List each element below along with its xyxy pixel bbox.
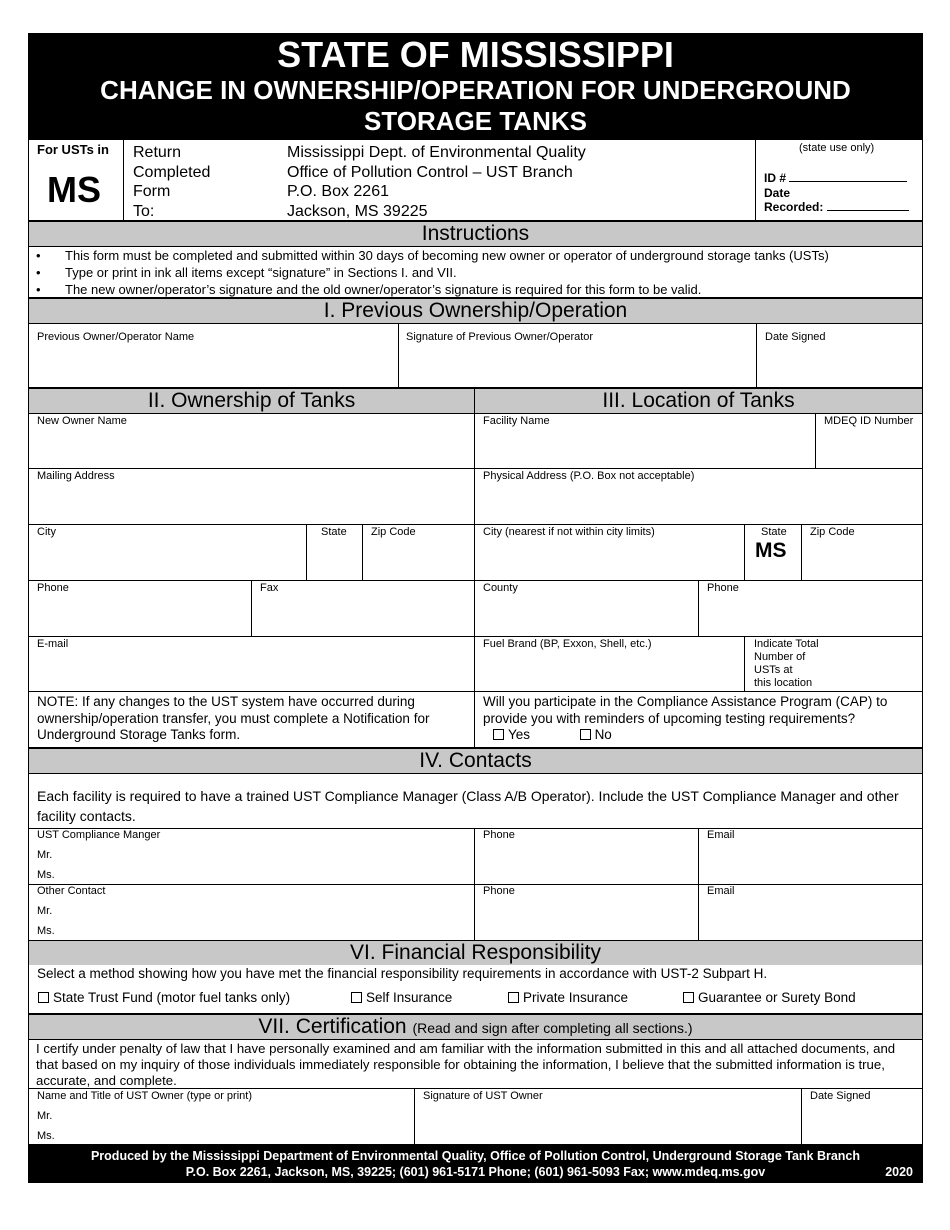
- prev-owner-field[interactable]: [28, 324, 399, 388]
- owner-zip-field[interactable]: [362, 524, 475, 581]
- instruction-item: • Type or print in ink all items except “signature” in Sections I. and VII.: [29, 264, 922, 281]
- manager-phone-field[interactable]: [474, 828, 699, 885]
- note-text: NOTE: If any changes to the UST system have occurred during ownership/operation transfer, you must complete a Notification for Underground Storage Tanks form.: [37, 694, 430, 742]
- certification-text: I certify under penalty of law that I have personally examined and am familiar with the information submitted in this and all attached documents, and that based on my inquiry of those individuals immediately responsible for obtaining the information, I believe that the submitted information is true, accurate, and complete.: [36, 1041, 896, 1088]
- facility-city-label: City (nearest if not within city limits): [483, 526, 655, 538]
- section3-heading: III. Location of Tanks: [474, 388, 923, 414]
- other-email-field[interactable]: [698, 884, 923, 941]
- owner-date-field[interactable]: [801, 1088, 923, 1145]
- state-use-label: (state use only): [799, 142, 875, 154]
- cap-question: Will you participate in the Compliance Assistance Program (CAP) to provide you with reminders of upcoming testing requirements?: [483, 694, 888, 726]
- instructions-heading: Instructions: [28, 221, 923, 247]
- fuel-brand-field[interactable]: [474, 636, 745, 692]
- form-header: [28, 33, 923, 139]
- other-ms: Ms.: [37, 925, 55, 937]
- owner-signature-label: Signature of UST Owner: [423, 1090, 543, 1102]
- form-subtitle-line2: STORAGE TANKS: [364, 106, 587, 136]
- section2-heading: II. Ownership of Tanks: [28, 388, 475, 414]
- facility-phone-label: Phone: [707, 582, 739, 594]
- prev-signature-label: Signature of Previous Owner/Operator: [406, 331, 594, 343]
- physical-field[interactable]: [474, 468, 923, 525]
- mailing-field[interactable]: [28, 468, 475, 525]
- facility-zip-label: Zip Code: [810, 526, 855, 538]
- mdeq-id-label: MDEQ ID Number: [824, 415, 914, 427]
- certification-text-box: [28, 1039, 923, 1089]
- city-label: City: [37, 526, 56, 538]
- footer-line2: P.O. Box 2261, Jackson, MS, 39225; (601) 961-5171 Phone; (601) 961-5093 Fax; www.mdeq.ms.gov: [185, 1165, 766, 1179]
- owner-phone-field[interactable]: [28, 580, 252, 637]
- financial-box: [28, 965, 923, 1014]
- manager-email-field[interactable]: [698, 828, 923, 885]
- recorded-field[interactable]: [827, 210, 909, 211]
- note-box: [28, 691, 475, 748]
- id-field[interactable]: [789, 181, 907, 182]
- option-state-trust[interactable]: State Trust Fund (motor fuel tanks only): [38, 990, 290, 1005]
- instructions-list: [28, 247, 923, 298]
- facility-state-value: MS: [755, 539, 787, 562]
- cap-yes-checkbox[interactable]: [493, 729, 504, 740]
- owner-name-title-label: Name and Title of UST Owner (type or print): [37, 1090, 252, 1102]
- county-label: County: [483, 582, 518, 594]
- manager-label: UST Compliance Manger: [37, 829, 161, 841]
- option-surety-bond[interactable]: Guarantee or Surety Bond: [683, 990, 856, 1005]
- facility-field[interactable]: [474, 413, 816, 469]
- facility-zip-field[interactable]: [801, 524, 923, 581]
- manager-ms: Ms.: [37, 869, 55, 881]
- other-mr: Mr.: [37, 905, 53, 917]
- section1-heading: I. Previous Ownership/Operation: [28, 298, 923, 324]
- form-subtitle-line1: CHANGE IN OWNERSHIP/OPERATION FOR UNDERGROUND: [100, 75, 851, 105]
- city-field[interactable]: [28, 524, 307, 581]
- section7-heading: [28, 1014, 923, 1040]
- prev-date-label: Date Signed: [765, 331, 826, 343]
- cap-box: [474, 691, 923, 748]
- contacts-intro-line2: facility contacts.: [37, 808, 136, 824]
- cap-yes-label: Yes: [508, 727, 531, 742]
- financial-intro: Select a method showing how you have met the financial responsibility requirements in accordance with UST-2 Subpart H.: [37, 966, 768, 981]
- footer-year: 2020: [885, 1165, 913, 1179]
- state-code: MS: [47, 169, 101, 210]
- facility-city-field[interactable]: [474, 524, 745, 581]
- fuel-brand-label: Fuel Brand (BP, Exxon, Shell, etc.): [483, 638, 652, 650]
- mailing-label: Mailing Address: [37, 470, 115, 482]
- option-private-insurance[interactable]: Private Insurance: [508, 990, 628, 1005]
- owner-email-field[interactable]: [28, 636, 475, 692]
- owner-fax-field[interactable]: [251, 580, 475, 637]
- physical-label: Physical Address (P.O. Box not acceptable): [483, 470, 695, 482]
- other-contact-field[interactable]: [28, 884, 475, 941]
- footer-line1: Produced by the Mississippi Department of Environmental Quality, Office of Pollution Control, Underground Storage Tank Branch: [90, 1149, 861, 1163]
- cert-ms: Ms.: [37, 1130, 55, 1142]
- state-use-fields: [764, 171, 909, 215]
- prev-signature-field[interactable]: [398, 324, 757, 388]
- cap-no-checkbox[interactable]: [580, 729, 591, 740]
- facility-state-field: [744, 524, 802, 581]
- id-label: ID #: [764, 171, 787, 185]
- total-usts-label: Indicate Total Number of USTs at this location: [754, 638, 819, 689]
- private-insurance-checkbox[interactable]: [508, 992, 519, 1003]
- facility-phone-field[interactable]: [698, 580, 923, 637]
- facility-state-label: State: [761, 526, 787, 538]
- other-phone-label: Phone: [483, 885, 515, 897]
- mdeq-id-field[interactable]: [815, 413, 923, 469]
- prev-date-field[interactable]: [756, 324, 923, 388]
- section7-note: (Read and sign after completing all sections.): [412, 1020, 693, 1036]
- owner-zip-label: Zip Code: [371, 526, 416, 538]
- contacts-intro-line1: Each facility is required to have a trained UST Compliance Manager (Class A/B Operator). Include the UST Compliance Manager and other: [37, 788, 899, 804]
- for-usts-label: For USTs in: [37, 142, 109, 157]
- facility-label: Facility Name: [483, 415, 550, 427]
- cap-options: [483, 727, 914, 744]
- recorded-label: Recorded:: [764, 200, 824, 214]
- mailing-address: Mississippi Dept. of Environmental Quality Office of Pollution Control – UST Branch P.O. Box 2261 Jackson, MS 39225: [287, 144, 586, 220]
- manager-mr: Mr.: [37, 849, 53, 861]
- cap-no-label: No: [594, 727, 612, 742]
- section6-heading: VI. Financial Responsibility: [28, 940, 923, 966]
- state-trust-checkbox[interactable]: [38, 992, 49, 1003]
- other-email-label: Email: [707, 885, 735, 897]
- form-title: STATE OF MISSISSIPPI: [277, 34, 674, 75]
- surety-bond-checkbox[interactable]: [683, 992, 694, 1003]
- section4-heading: IV. Contacts: [28, 748, 923, 774]
- owner-date-label: Date Signed: [810, 1090, 871, 1102]
- prev-owner-label: Previous Owner/Operator Name: [37, 331, 195, 343]
- date-label: Date: [764, 185, 791, 200]
- total-usts-field[interactable]: [744, 636, 923, 692]
- instruction-item: • The new owner/operator’s signature and the old owner/operator’s signature is required for this form to be valid.: [29, 281, 922, 298]
- return-label: Return Completed Form To:: [133, 144, 211, 220]
- manager-phone-label: Phone: [483, 829, 515, 841]
- manager-field[interactable]: [28, 828, 475, 885]
- contacts-intro: [28, 773, 923, 829]
- county-field[interactable]: [474, 580, 699, 637]
- other-contact-label: Other Contact: [37, 885, 106, 897]
- cert-mr: Mr.: [37, 1110, 53, 1122]
- owner-phone-label: Phone: [37, 582, 69, 594]
- option-self-insurance[interactable]: Self Insurance: [351, 990, 452, 1005]
- owner-state-label: State: [321, 526, 347, 538]
- instruction-item: • This form must be completed and submitted within 30 days of becoming new owner or operator of underground storage tanks (USTs): [29, 247, 922, 264]
- other-phone-field[interactable]: [474, 884, 699, 941]
- manager-email-label: Email: [707, 829, 735, 841]
- new-owner-field[interactable]: [28, 413, 475, 469]
- section7-title: VII. Certification: [258, 1015, 407, 1038]
- owner-name-title-field[interactable]: [28, 1088, 415, 1145]
- new-owner-label: New Owner Name: [37, 415, 127, 427]
- footer: [28, 1145, 923, 1183]
- owner-fax-label: Fax: [260, 582, 279, 594]
- owner-email-label: E-mail: [37, 638, 69, 650]
- self-insurance-checkbox[interactable]: [351, 992, 362, 1003]
- owner-signature-field[interactable]: [414, 1088, 802, 1145]
- owner-state-field[interactable]: [306, 524, 363, 581]
